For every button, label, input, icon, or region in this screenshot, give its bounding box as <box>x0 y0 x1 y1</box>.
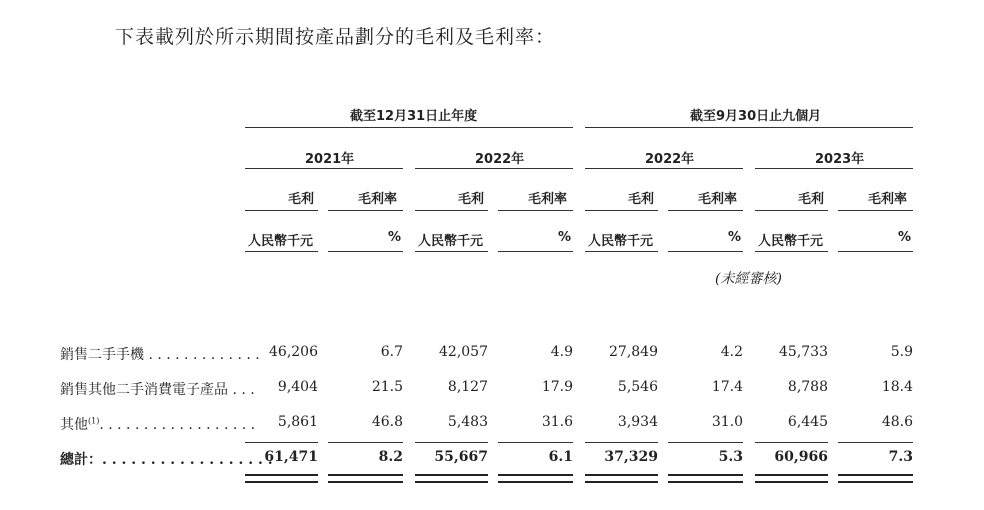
unaudited-note: (未經審核) <box>715 271 782 287</box>
table-cell: 31.0 <box>711 414 743 430</box>
colhead-rule <box>668 210 743 211</box>
col-header-gross-profit: 毛利 <box>628 192 655 207</box>
unit-rmb: 人民幣千元 <box>248 234 314 249</box>
table-cell: 46.8 <box>371 414 403 430</box>
col-header-gross-profit: 毛利 <box>288 192 315 207</box>
table-cell: 5,483 <box>447 414 488 430</box>
year-rule <box>755 168 913 169</box>
table-cell: 7.3 <box>888 449 913 465</box>
row-label-other-electronics: 銷售其他二手消費電子產品 . . . <box>60 382 255 398</box>
total-double-rule <box>498 474 573 483</box>
unit-rule <box>245 251 318 252</box>
table-cell: 5,861 <box>277 414 318 430</box>
colhead-rule <box>838 210 913 211</box>
unit-rmb: 人民幣千元 <box>758 234 824 249</box>
total-top-rule <box>668 442 743 443</box>
table-cell: 6,445 <box>787 414 828 430</box>
year-rule <box>415 168 573 169</box>
table-cell: 6.7 <box>380 344 403 360</box>
unit-rule <box>498 251 573 252</box>
table-cell: 27,849 <box>609 344 658 360</box>
total-top-rule <box>245 442 318 443</box>
table-cell: 5.3 <box>718 449 743 465</box>
col-header-gross-profit: 毛利 <box>458 192 485 207</box>
table-cell: 3,934 <box>617 414 658 430</box>
table-cell: 5.9 <box>890 344 913 360</box>
table-cell: 46,206 <box>269 344 318 360</box>
footnote-ref: (1) <box>88 416 100 426</box>
col-header-margin: 毛利率 <box>358 192 398 207</box>
table-cell: 17.4 <box>711 379 743 395</box>
unit-rule <box>328 251 403 252</box>
col-header-margin: 毛利率 <box>528 192 568 207</box>
row-label-others <box>60 414 255 434</box>
unit-rule <box>415 251 488 252</box>
total-double-rule <box>245 474 318 483</box>
total-top-rule <box>415 442 488 443</box>
col-header-margin: 毛利率 <box>698 192 738 207</box>
table-cell: 6.1 <box>548 449 573 465</box>
table-cell: 48.6 <box>881 414 913 430</box>
row-label-total: 總計：. . . . . . . . . . . . . . . . . . <box>60 452 273 468</box>
unit-rmb: 人民幣千元 <box>418 234 484 249</box>
table-cell: 21.5 <box>371 379 403 395</box>
colhead-rule <box>755 210 828 211</box>
total-top-rule <box>755 442 828 443</box>
table-cell: 8.2 <box>378 449 403 465</box>
unit-rule <box>668 251 743 252</box>
col-header-gross-profit: 毛利 <box>798 192 825 207</box>
row-label-others-dots: . . . . . . . . . . . . . . . . . . <box>99 417 256 433</box>
total-double-rule <box>755 474 828 483</box>
unit-pct: % <box>898 230 912 245</box>
colhead-rule <box>585 210 658 211</box>
total-double-rule <box>415 474 488 483</box>
table-cell: 17.9 <box>541 379 573 395</box>
colhead-rule <box>498 210 573 211</box>
group-header-nine-months: 截至9月30日止九個月 <box>690 109 822 124</box>
year-rule <box>245 168 403 169</box>
table-cell: 31.6 <box>541 414 573 430</box>
unit-rmb: 人民幣千元 <box>588 234 654 249</box>
table-cell: 37,329 <box>604 449 658 465</box>
unit-rule <box>755 251 828 252</box>
unit-rule <box>838 251 913 252</box>
group-header-year-end: 截至12月31日止年度 <box>350 109 478 124</box>
intro-text: 下表載列於所示期間按產品劃分的毛利及毛利率： <box>115 26 556 48</box>
total-top-rule <box>838 442 913 443</box>
col-header-margin: 毛利率 <box>868 192 908 207</box>
total-double-rule <box>668 474 743 483</box>
table-cell: 60,966 <box>774 449 828 465</box>
table-cell: 42,057 <box>439 344 488 360</box>
group-rule-year-end <box>245 127 573 128</box>
year-header-2021: 2021年 <box>305 152 355 167</box>
year-header-2022-nine: 2022年 <box>645 152 695 167</box>
total-top-rule <box>328 442 403 443</box>
unit-pct: % <box>388 230 402 245</box>
year-header-2023: 2023年 <box>815 152 865 167</box>
total-double-rule <box>838 474 913 483</box>
table-cell: 9,404 <box>277 379 318 395</box>
total-top-rule <box>585 442 658 443</box>
table-cell: 8,788 <box>787 379 828 395</box>
row-label-others-text: 其他 <box>60 417 88 433</box>
table-cell: 18.4 <box>881 379 913 395</box>
colhead-rule <box>415 210 488 211</box>
unit-rule <box>585 251 658 252</box>
year-header-2022: 2022年 <box>475 152 525 167</box>
table-cell: 5,546 <box>617 379 658 395</box>
group-rule-nine-months <box>585 127 913 128</box>
unit-pct: % <box>558 230 572 245</box>
table-cell: 4.2 <box>720 344 743 360</box>
unit-pct: % <box>728 230 742 245</box>
colhead-rule <box>245 210 318 211</box>
total-double-rule <box>328 474 403 483</box>
table-cell: 55,667 <box>434 449 488 465</box>
row-label-used-phones: 銷售二手手機 . . . . . . . . . . . . . <box>60 347 260 363</box>
year-rule <box>585 168 743 169</box>
table-cell: 45,733 <box>779 344 828 360</box>
colhead-rule <box>328 210 403 211</box>
total-top-rule <box>498 442 573 443</box>
total-double-rule <box>585 474 658 483</box>
table-cell: 61,471 <box>264 449 318 465</box>
table-cell: 8,127 <box>447 379 488 395</box>
table-cell: 4.9 <box>550 344 573 360</box>
